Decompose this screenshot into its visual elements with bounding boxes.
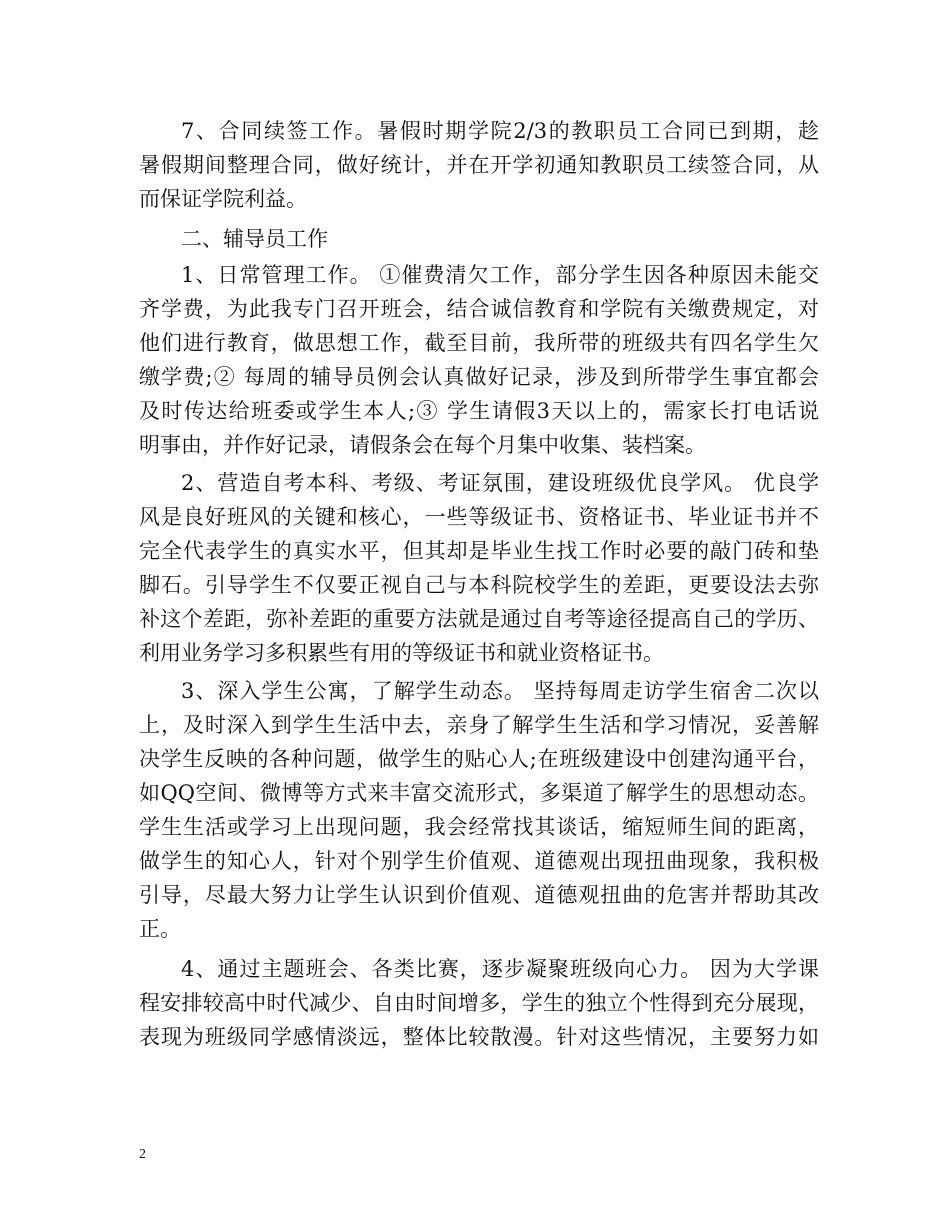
text-line: 2、营造自考本科、考级、考证氛围，建设班级优良学风。 优良学 <box>181 471 819 495</box>
text-line: 学生生活或学习上出现问题，我会经常找其谈话，缩短师生间的距离， <box>139 815 819 839</box>
text-line: 4、通过主题班会、各类比赛，逐步凝聚班级向心力。 因为大学课 <box>181 957 819 981</box>
text-line: 利用业务学习多积累些有用的等级证书和就业资格证书。 <box>139 641 664 665</box>
text-line: 明事由，并作好记录，请假条会在每个月集中收集、装档案。 <box>139 433 706 457</box>
text-line: 决学生反映的各种问题，做学生的贴心人;在班级建设中创建沟通平台， <box>139 747 819 771</box>
text-line: 7、合同续签工作。暑假时期学院2/3的教职员工合同已到期，趁 <box>181 119 819 143</box>
text-line: 1、日常管理工作。 ①催费清欠工作，部分学生因各种原因未能交 <box>181 263 819 287</box>
text-line: 齐学费，为此我专门召开班会，结合诚信教育和学院有关缴费规定，对 <box>139 297 819 321</box>
text-line: 上，及时深入到学生生活中去，亲身了解学生生活和学习情况，妥善解 <box>139 713 819 737</box>
text-line: 程安排较高中时代减少、自由时间增多，学生的独立个性得到充分展现， <box>139 991 819 1015</box>
text-line: 暑假期间整理合同，做好统计，并在开学初通知教职员工续签合同，从 <box>139 153 819 177</box>
text-line: 完全代表学生的真实水平，但其却是毕业生找工作时必要的敲门砖和垫 <box>139 539 819 563</box>
text-line: 缴学费;② 每周的辅导员例会认真做好记录，涉及到所带学生事宜都会 <box>139 365 819 389</box>
text-line: 如QQ空间、微博等方式来丰富交流形式，多渠道了解学生的思想动态。 <box>139 781 819 805</box>
page-number: 2 <box>139 1147 146 1162</box>
text-line: 补这个差距，弥补差距的重要方法就是通过自考等途径提高自己的学历、 <box>139 607 819 631</box>
text-line: 风是良好班风的关键和核心，一些等级证书、资格证书、毕业证书并不 <box>139 505 819 529</box>
section-heading: 二、辅导员工作 <box>181 227 328 251</box>
text-line: 正。 <box>139 917 181 941</box>
text-line: 及时传达给班委或学生本人;③ 学生请假3天以上的，需家长打电话说 <box>139 399 819 423</box>
text-line: 脚石。引导学生不仅要正视自己与本科院校学生的差距，更要设法去弥 <box>139 573 819 597</box>
text-line: 3、深入学生公寓，了解学生动态。 坚持每周走访学生宿舍二次以 <box>181 679 819 703</box>
text-line: 他们进行教育，做思想工作，截至目前，我所带的班级共有四名学生欠 <box>139 331 819 355</box>
text-line: 而保证学院利益。 <box>139 187 307 211</box>
text-line: 做学生的知心人，针对个别学生价值观、道德观出现扭曲现象，我积极 <box>139 849 819 873</box>
text-line: 引导，尽最大努力让学生认识到价值观、道德观扭曲的危害并帮助其改 <box>139 883 819 907</box>
text-line: 表现为班级同学感情淡远，整体比较散漫。针对这些情况，主要努力如 <box>139 1025 819 1049</box>
